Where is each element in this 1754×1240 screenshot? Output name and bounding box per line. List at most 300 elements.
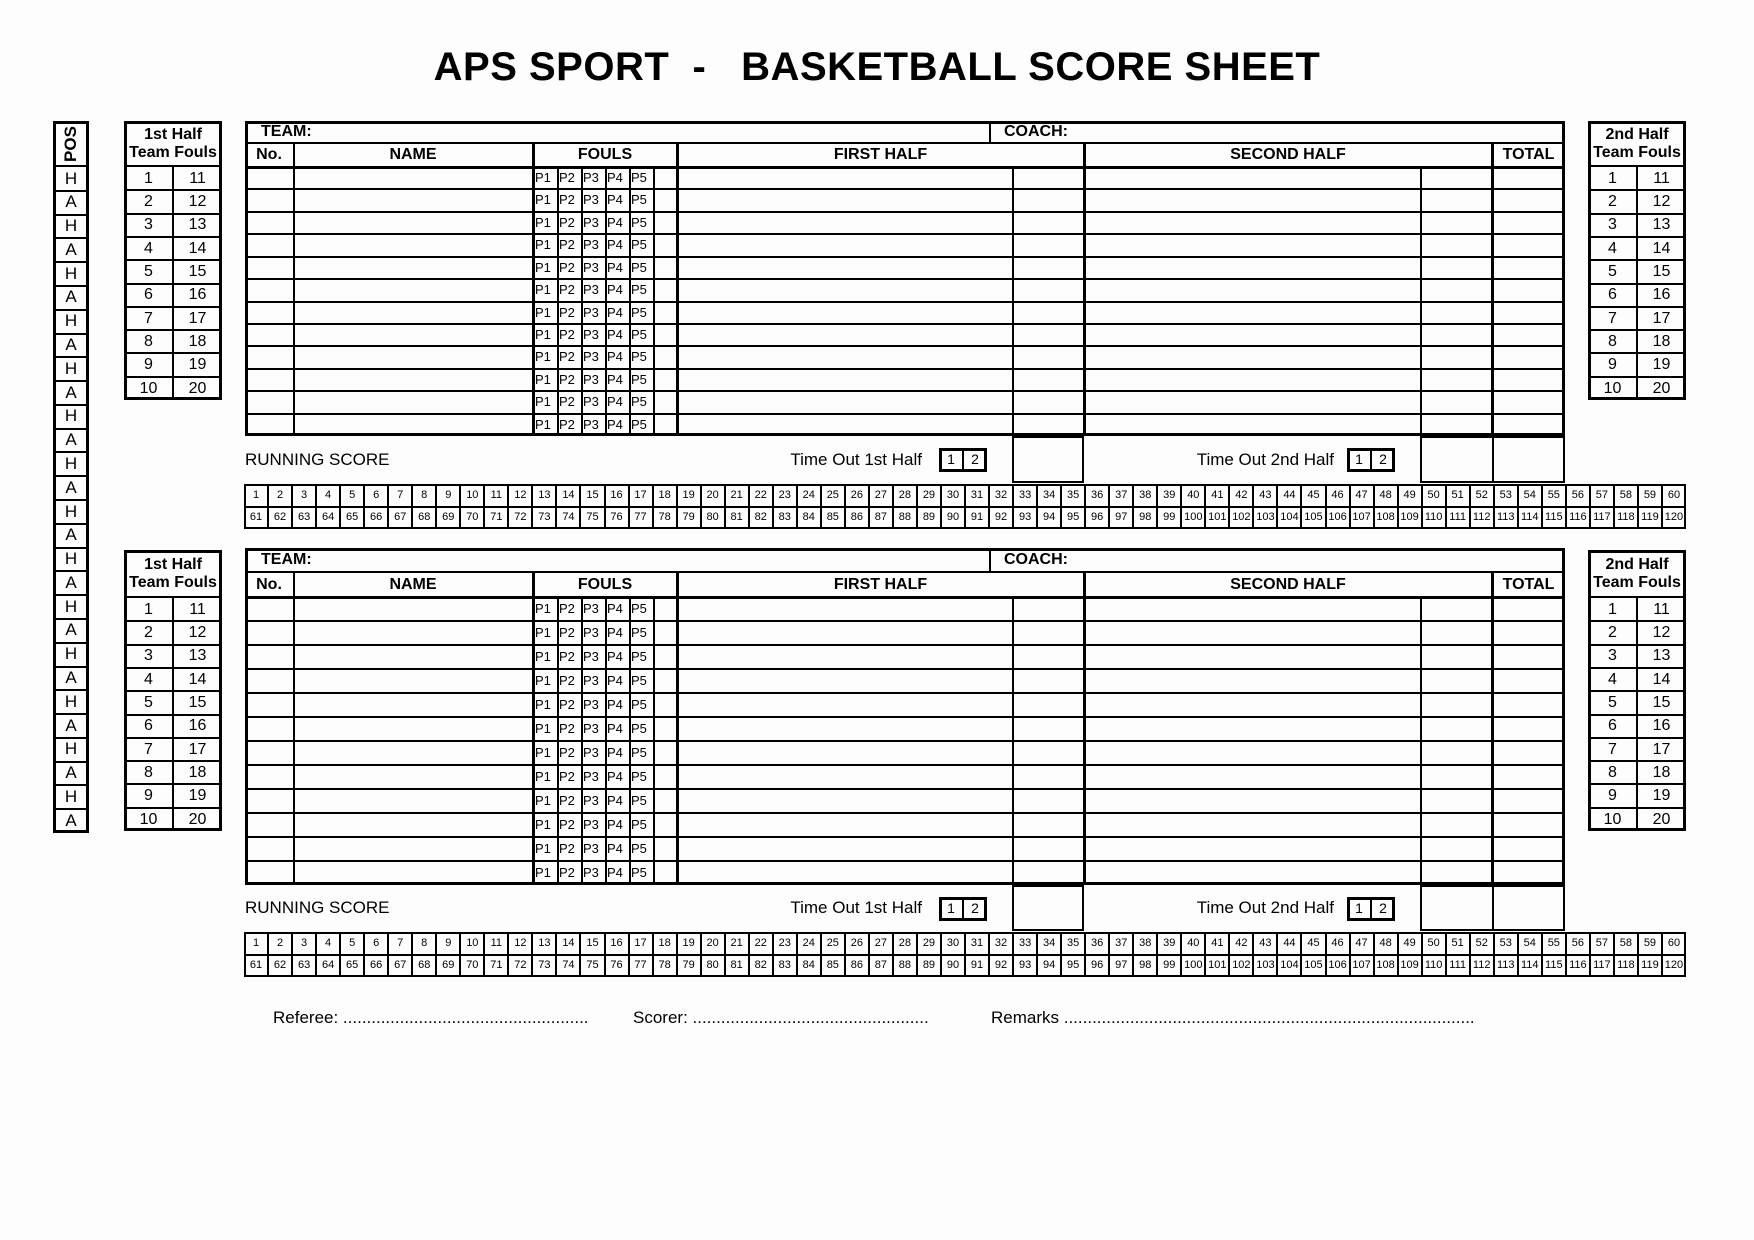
divider-line (293, 572, 295, 885)
running-score-number: 107 (1352, 959, 1371, 972)
foul-period-label: P3 (583, 237, 599, 253)
foul-period-label: P5 (631, 214, 647, 230)
running-score-number: 51 (1451, 937, 1464, 950)
running-score-number: 19 (682, 489, 695, 502)
team-fouls-cell: 15 (1652, 263, 1671, 281)
divider-line (245, 390, 1565, 392)
divider-line (1491, 143, 1494, 436)
foul-period-label: P3 (583, 696, 599, 712)
pos-cell: A (65, 763, 77, 783)
team-fouls-header-line2: Team Fouls (1593, 144, 1681, 161)
divider-line (245, 836, 1565, 838)
divider-line (1083, 143, 1086, 436)
foul-period-label: P1 (535, 840, 551, 856)
second-half-score-box (1420, 436, 1494, 483)
running-score-number: 63 (297, 511, 311, 524)
running-score-number: 119 (1641, 959, 1659, 972)
running-score-number: 15 (586, 937, 599, 950)
running-score-number: 82 (754, 511, 767, 524)
pos-cell: H (64, 453, 78, 473)
running-score-number: 20 (706, 937, 719, 950)
running-score-number: 63 (297, 959, 311, 972)
running-score-number: 13 (538, 937, 551, 950)
timeout-second-half-label: Time Out 2nd Half (1196, 898, 1334, 918)
running-score-number: 95 (1067, 511, 1080, 524)
first-half-team-fouls-panel-1-header (124, 121, 222, 167)
running-score-number: 33 (1018, 489, 1032, 502)
team-fouls-cell: 1 (144, 600, 153, 618)
running-score-number: 53 (1499, 937, 1512, 950)
divider-line (653, 167, 655, 436)
foul-period-label: P1 (535, 648, 551, 664)
running-score-number: 113 (1496, 959, 1515, 972)
foul-period-label: P4 (607, 214, 623, 230)
team-fouls-cell: 3 (144, 647, 153, 665)
running-score-number: 33 (1018, 937, 1032, 950)
running-score-number: 118 (1617, 511, 1635, 524)
running-score-number: 70 (466, 511, 479, 524)
foul-period-label: P5 (631, 816, 647, 832)
running-score-number: 92 (994, 959, 1008, 972)
foul-period-label: P3 (583, 416, 599, 432)
running-score-number: 14 (562, 937, 575, 950)
running-score-number: 42 (1235, 489, 1248, 502)
running-score-number: 92 (994, 511, 1008, 524)
foul-period-label: P4 (607, 624, 623, 640)
foul-period-label: P5 (631, 416, 647, 432)
running-score-number: 1 (252, 937, 260, 950)
foul-period-label: P3 (583, 600, 599, 616)
foul-period-label: P2 (559, 170, 575, 186)
running-score-number: 29 (922, 489, 936, 502)
running-score-number: 1 (252, 489, 260, 502)
running-score-number: 31 (970, 489, 984, 502)
foul-period-label: P1 (535, 192, 551, 208)
running-score-number: 66 (370, 959, 383, 972)
running-score-number: 12 (514, 489, 527, 502)
team-fouls-cell: 6 (1608, 717, 1617, 735)
running-score-number: 111 (1449, 959, 1467, 972)
running-score-number: 80 (706, 511, 719, 524)
foul-period-label: P4 (607, 720, 623, 736)
running-score-number: 81 (730, 511, 743, 524)
running-score-number: 102 (1232, 959, 1251, 972)
running-score-number: 77 (634, 959, 647, 972)
running-score-number: 52 (1475, 937, 1488, 950)
team-fouls-cell: 17 (1652, 740, 1671, 758)
pos-cell: H (64, 596, 78, 616)
running-score-number: 25 (826, 489, 839, 502)
foul-period-label: P2 (559, 600, 575, 616)
running-score-number: 73 (538, 959, 551, 972)
pos-cell: H (64, 501, 78, 521)
team-fouls-header-line1: 2nd Half (1605, 126, 1669, 144)
running-score-number: 20 (706, 489, 719, 502)
running-score-number: 87 (874, 959, 887, 972)
running-score-label: RUNNING SCORE (245, 898, 390, 918)
foul-period-label: P2 (559, 326, 575, 342)
running-score-number: 4 (325, 489, 332, 502)
running-score-number: 118 (1617, 959, 1635, 972)
column-header-name: NAME (389, 575, 437, 593)
running-score-number: 23 (778, 937, 791, 950)
foul-period-label: P1 (535, 696, 551, 712)
running-score-number: 39 (1163, 937, 1176, 950)
team-fouls-cell: 2 (144, 624, 153, 642)
running-score-number: 46 (1331, 937, 1344, 950)
running-score-number: 93 (1018, 511, 1032, 524)
running-score-number: 73 (538, 511, 551, 524)
running-score-number: 12 (514, 937, 527, 950)
team-fouls-cell: 7 (144, 740, 153, 758)
foul-period-label: P2 (559, 720, 575, 736)
running-score-number: 29 (922, 937, 936, 950)
running-score-number: 101 (1208, 511, 1227, 524)
divider-line (989, 548, 991, 572)
running-score-number: 16 (610, 489, 623, 502)
team-fouls-cell: 16 (1652, 286, 1671, 304)
running-score-number: 39 (1163, 489, 1176, 502)
team-fouls-cell: 15 (1652, 694, 1671, 712)
running-score-number: 81 (730, 959, 743, 972)
divider-line (245, 256, 1565, 258)
foul-period-label: P3 (583, 304, 599, 320)
second-half-score-box (1420, 885, 1494, 931)
foul-period-label: P4 (607, 349, 623, 365)
foul-period-label: P4 (607, 371, 623, 387)
foul-period-label: P5 (631, 696, 647, 712)
foul-period-label: P4 (607, 326, 623, 342)
running-score-number: 42 (1235, 937, 1248, 950)
running-score-number: 101 (1208, 959, 1227, 972)
team-fouls-cell: 20 (188, 379, 207, 397)
foul-period-label: P3 (583, 792, 599, 808)
column-header-second-half: SECOND HALF (1230, 575, 1346, 593)
team-fouls-cell: 2 (144, 193, 153, 211)
team-fouls-cell: 3 (1608, 216, 1617, 234)
team-fouls-cell: 12 (1652, 193, 1671, 211)
team-fouls-header-line1: 1st Half (144, 126, 202, 144)
divider-line (1491, 572, 1494, 885)
foul-period-label: P5 (631, 259, 647, 275)
team-fouls-cell: 9 (144, 356, 153, 374)
foul-period-label: P2 (559, 349, 575, 365)
foul-period-label: P5 (631, 237, 647, 253)
team-fouls-cell: 19 (1652, 787, 1671, 805)
timeout-second-half-label: Time Out 2nd Half (1196, 449, 1334, 469)
team-fouls-cell: 9 (144, 787, 153, 805)
divider-line (245, 668, 1565, 670)
running-score-number: 60 (1667, 489, 1681, 502)
team-fouls-cell: 2 (1608, 193, 1617, 211)
running-score-number: 26 (850, 489, 863, 502)
running-score-number: 69 (442, 511, 455, 524)
foul-period-label: P3 (583, 326, 599, 342)
team-fouls-cell: 5 (1608, 263, 1617, 281)
running-score-number: 21 (730, 489, 743, 502)
foul-period-label: P3 (583, 672, 599, 688)
running-score-number: 98 (1139, 959, 1152, 972)
foul-period-label: P2 (559, 304, 575, 320)
foul-period-label: P5 (631, 648, 647, 664)
running-score-number: 37 (1115, 489, 1128, 502)
running-score-number: 6 (373, 937, 380, 950)
running-score-number: 71 (490, 959, 503, 972)
foul-period-label: P1 (535, 864, 551, 880)
running-score-number: 24 (802, 489, 815, 502)
running-score-number: 18 (658, 489, 671, 502)
running-score-number: 32 (994, 489, 1008, 502)
foul-period-label: P2 (559, 282, 575, 298)
running-score-number: 19 (682, 937, 695, 950)
running-score-number: 105 (1304, 959, 1323, 972)
running-score-number: 51 (1451, 489, 1464, 502)
divider-line (245, 233, 1565, 235)
running-score-number: 67 (394, 511, 407, 524)
running-score-number: 84 (802, 959, 815, 972)
column-header-no: No. (256, 146, 282, 164)
team-fouls-cell: 18 (1652, 763, 1671, 781)
pos-cell: A (65, 668, 77, 688)
divider-line (653, 597, 655, 885)
pos-cell: H (64, 549, 78, 569)
running-score-number: 91 (970, 511, 984, 524)
running-score-number: 93 (1018, 959, 1032, 972)
running-score-number: 7 (397, 937, 404, 950)
team-fouls-cell: 1 (1608, 600, 1617, 618)
timeout-first-half-label: Time Out 1st Half (790, 449, 922, 469)
foul-period-label: P4 (607, 304, 623, 320)
divider-line (245, 188, 1565, 190)
second-half-team-fouls-panel-1-header (1588, 121, 1686, 167)
foul-period-label: P3 (583, 282, 599, 298)
running-score-number: 103 (1256, 959, 1275, 972)
running-score-number: 4 (325, 937, 332, 950)
foul-period-label: P2 (559, 192, 575, 208)
pos-cell: A (65, 239, 77, 259)
team-fouls-cell: 7 (1608, 309, 1617, 327)
foul-period-label: P4 (607, 672, 623, 688)
foul-period-label: P4 (607, 864, 623, 880)
foul-period-label: P4 (607, 840, 623, 856)
referee-line: Referee: .................................................... (273, 1007, 589, 1027)
timeout-box-2: 2 (1379, 899, 1387, 916)
foul-period-label: P2 (559, 394, 575, 410)
running-score-number: 8 (421, 937, 428, 950)
running-score-number: 114 (1521, 959, 1539, 972)
foul-period-label: P2 (559, 744, 575, 760)
team-label: TEAM: (261, 551, 312, 569)
running-score-number: 28 (898, 489, 912, 502)
foul-period-label: P3 (583, 720, 599, 736)
divider-line (245, 740, 1565, 742)
running-score-number: 61 (249, 511, 263, 524)
foul-period-label: P5 (631, 864, 647, 880)
running-score-number: 100 (1184, 959, 1203, 972)
foul-period-label: P1 (535, 768, 551, 784)
foul-period-label: P2 (559, 648, 575, 664)
team-fouls-cell: 6 (1608, 286, 1617, 304)
team-fouls-cell: 20 (188, 810, 207, 828)
running-score-number: 97 (1115, 959, 1128, 972)
running-score-number: 88 (898, 511, 912, 524)
foul-period-label: P4 (607, 416, 623, 432)
team-fouls-cell: 13 (188, 216, 207, 234)
team-fouls-cell: 11 (1653, 169, 1670, 187)
team-fouls-cell: 6 (144, 286, 153, 304)
foul-period-label: P4 (607, 192, 623, 208)
pos-cell: H (64, 311, 78, 331)
running-score-number: 91 (970, 959, 984, 972)
running-score-number: 90 (946, 959, 960, 972)
foul-period-label: P4 (607, 170, 623, 186)
running-score-number: 71 (490, 511, 503, 524)
team-fouls-cell: 4 (144, 670, 153, 688)
team-fouls-cell: 3 (144, 216, 153, 234)
team-fouls-header-line2: Team Fouls (1593, 574, 1681, 591)
running-score-number: 83 (778, 511, 791, 524)
running-score-number: 74 (562, 511, 575, 524)
running-score-number: 94 (1042, 511, 1056, 524)
running-score-number: 48 (1379, 937, 1392, 950)
foul-period-label: P3 (583, 648, 599, 664)
column-header-second-half: SECOND HALF (1230, 146, 1346, 164)
running-score-number: 88 (898, 959, 912, 972)
foul-period-label: P3 (583, 259, 599, 275)
running-score-number: 99 (1163, 511, 1176, 524)
team-label: TEAM: (261, 123, 312, 141)
divider-line (245, 301, 1565, 303)
foul-period-label: P5 (631, 792, 647, 808)
foul-period-label: P1 (535, 600, 551, 616)
foul-period-label: P5 (631, 394, 647, 410)
running-score-number: 110 (1424, 511, 1443, 524)
timeout-box-2: 2 (1379, 451, 1387, 468)
running-score-number: 36 (1091, 489, 1104, 502)
pos-cell: H (64, 786, 78, 806)
divider-line (245, 413, 1565, 415)
team-fouls-cell: 5 (144, 263, 153, 281)
team-fouls-cell: 9 (1608, 787, 1617, 805)
running-score-number: 97 (1115, 511, 1128, 524)
foul-period-label: P4 (607, 768, 623, 784)
foul-period-label: P5 (631, 371, 647, 387)
running-score-number: 54 (1523, 937, 1536, 950)
team-fouls-cell: 1 (1608, 169, 1617, 187)
foul-period-label: P5 (631, 744, 647, 760)
foul-period-label: P5 (631, 326, 647, 342)
running-score-number: 21 (730, 937, 743, 950)
team-fouls-cell: 18 (1652, 332, 1671, 350)
running-score-number: 2 (276, 937, 284, 950)
team-fouls-cell: 6 (144, 717, 153, 735)
running-score-number: 57 (1595, 489, 1608, 502)
divider-line (245, 278, 1565, 280)
team-fouls-cell: 10 (139, 810, 158, 828)
running-score-number: 69 (442, 959, 455, 972)
column-header-fouls: FOULS (577, 146, 633, 164)
pos-cell: A (65, 810, 77, 830)
foul-period-label: P5 (631, 349, 647, 365)
running-score-number: 58 (1619, 489, 1633, 502)
team-fouls-cell: 4 (144, 239, 153, 257)
running-score-number: 80 (706, 959, 719, 972)
foul-period-label: P5 (631, 282, 647, 298)
running-score-number: 117 (1593, 959, 1611, 972)
timeout-box-1: 1 (947, 899, 955, 916)
foul-period-label: P5 (631, 192, 647, 208)
running-score-number: 10 (466, 489, 479, 502)
team-fouls-cell: 12 (188, 624, 207, 642)
foul-period-label: P4 (607, 744, 623, 760)
pos-cell: H (64, 691, 78, 711)
team-fouls-cell: 16 (188, 717, 207, 735)
pos-cell: H (64, 168, 78, 188)
running-score-number: 117 (1593, 511, 1611, 524)
team-fouls-cell: 18 (188, 332, 207, 350)
running-score-number: 75 (586, 959, 599, 972)
foul-period-label: P1 (535, 672, 551, 688)
running-score-number: 34 (1042, 937, 1056, 950)
running-score-number: 3 (301, 937, 308, 950)
foul-period-label: P1 (535, 237, 551, 253)
team-fouls-header-line1: 2nd Half (1605, 556, 1669, 574)
running-score-number: 75 (586, 511, 599, 524)
foul-period-label: P1 (535, 394, 551, 410)
running-score-number: 62 (273, 511, 287, 524)
running-score-number: 52 (1475, 489, 1488, 502)
running-score-number: 2 (276, 489, 284, 502)
running-score-number: 32 (994, 937, 1008, 950)
running-score-number: 16 (610, 937, 623, 950)
divider-line (245, 345, 1565, 347)
foul-period-label: P1 (535, 792, 551, 808)
foul-period-label: P3 (583, 816, 599, 832)
running-score-number: 43 (1259, 489, 1272, 502)
running-score-number: 120 (1664, 511, 1684, 524)
running-score-number: 120 (1664, 959, 1684, 972)
running-score-number: 115 (1545, 511, 1563, 524)
divider-line (989, 121, 991, 143)
team-fouls-cell: 3 (1608, 647, 1617, 665)
foul-period-label: P2 (559, 864, 575, 880)
column-header-no: No. (256, 575, 282, 593)
running-score-number: 44 (1283, 937, 1296, 950)
running-score-number: 56 (1571, 937, 1584, 950)
foul-period-label: P2 (559, 624, 575, 640)
running-score-number: 17 (634, 937, 647, 950)
timeout-box-1: 1 (1355, 899, 1363, 916)
foul-period-label: P2 (559, 259, 575, 275)
foul-period-label: P1 (535, 816, 551, 832)
pos-cell: A (65, 572, 77, 592)
divider-line (245, 812, 1565, 814)
running-score-number: 40 (1187, 937, 1200, 950)
pos-cell: A (65, 477, 77, 497)
divider-line (245, 620, 1565, 622)
team-fouls-cell: 1 (144, 169, 153, 187)
team-fouls-cell: 8 (144, 332, 153, 350)
running-score-number: 74 (562, 959, 575, 972)
running-score-number: 50 (1427, 489, 1440, 502)
foul-period-label: P4 (607, 792, 623, 808)
foul-period-label: P3 (583, 349, 599, 365)
timeout-box-2: 2 (971, 451, 979, 468)
divider-line (1083, 572, 1086, 885)
team-fouls-cell: 10 (139, 379, 158, 397)
running-score-number: 9 (445, 489, 452, 502)
running-score-number: 59 (1643, 489, 1657, 502)
